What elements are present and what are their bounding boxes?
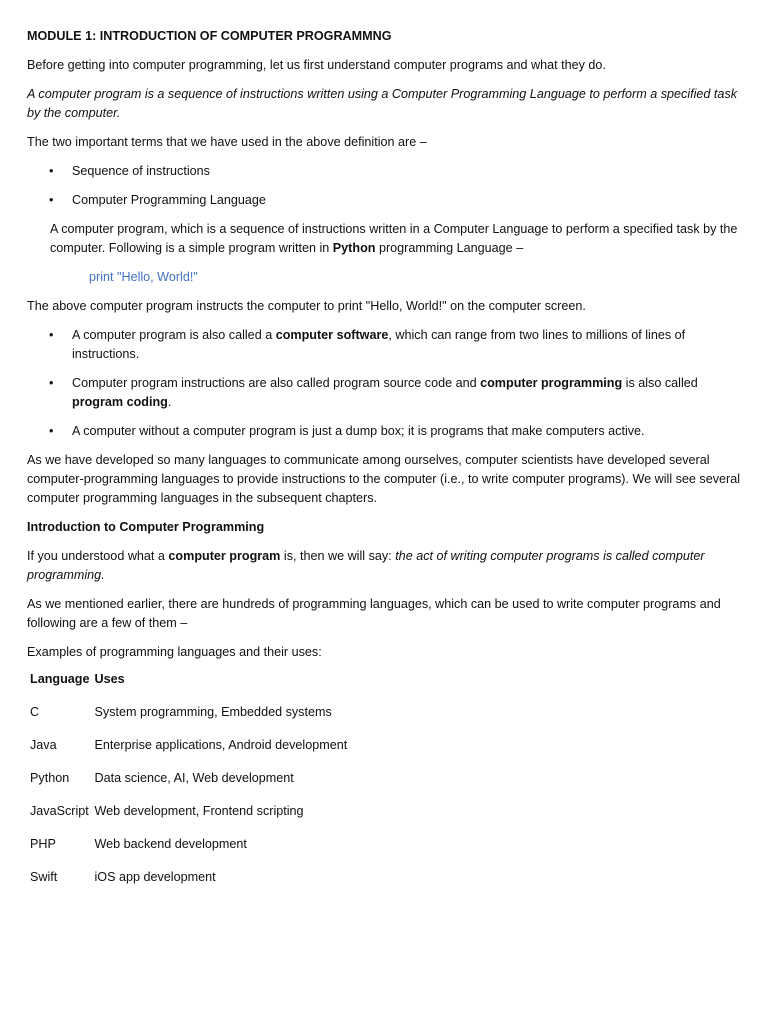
terms-intro: The two important terms that we have used in the above definition are –: [27, 135, 427, 149]
uses-cell: Enterprise applications, Android development: [94, 738, 348, 752]
table-row: [27, 837, 349, 870]
table-row: [27, 870, 349, 903]
code-sample: print "Hello, World!": [89, 270, 198, 284]
uses-cell: System programming, Embedded systems: [94, 705, 332, 719]
bullet-icon: •: [49, 164, 54, 178]
code-explanation: The above computer program instructs the computer to print "Hello, World!" on the computer screen.: [27, 299, 586, 313]
table-row: [27, 804, 349, 837]
list-item: • Sequence of instructions: [27, 162, 743, 181]
section-heading: Introduction to Computer Programming: [27, 520, 265, 534]
facts-list: [27, 326, 743, 441]
document-page: [27, 27, 743, 903]
languages-table: [27, 672, 349, 903]
list-item: • Computer Programming Language: [27, 191, 743, 210]
list-item: • A computer program is also called a computer software, which can range from two lines to millions of lines of instructions.: [49, 328, 686, 361]
examples-heading: Examples of programming languages and their uses:: [27, 645, 322, 659]
uses-cell: iOS app development: [94, 870, 216, 884]
uses-cell: Web development, Frontend scripting: [94, 804, 304, 818]
table-row: [27, 771, 349, 804]
languages-paragraph: As we have developed so many languages to communicate among ourselves, computer scientists have developed several computer-programming languages to provide instructions to the computer (i.e., to write computer programs). We will see several computer programming languages in the subsequent chapters.: [27, 453, 741, 505]
terms-list: [27, 162, 743, 210]
table-row: [27, 705, 349, 738]
bullet-icon: •: [49, 328, 54, 342]
uses-cell: Data science, AI, Web development: [94, 771, 294, 785]
list-item: • A computer without a computer program is just a dump box; it is programs that make computers active.: [27, 422, 743, 441]
language-cell: Python: [30, 771, 70, 785]
understood-paragraph: If you understood what a computer program is, then we will say: the act of writing computer programs is called computer programming.: [27, 549, 705, 582]
bullet-icon: •: [49, 193, 54, 207]
bullet-icon: •: [49, 376, 54, 390]
language-cell: Swift: [30, 870, 58, 884]
table-row: [27, 738, 349, 771]
module-title: MODULE 1: INTRODUCTION OF COMPUTER PROGRAMMNG: [27, 29, 392, 43]
list-item: • Computer program instructions are also called program source code and computer programming is also called program coding.: [49, 376, 698, 409]
bullet-icon: •: [49, 424, 54, 438]
language-cell: JavaScript: [30, 804, 89, 818]
intro-paragraph: Before getting into computer programming, let us first understand computer programs and what they do.: [27, 58, 606, 72]
language-cell: Java: [30, 738, 57, 752]
language-cell: PHP: [30, 837, 56, 851]
program-paragraph: A computer program, which is a sequence of instructions written in a Computer Language to perform a specified task by the computer. Following is a simple program written in Python programming Language –: [50, 222, 738, 255]
column-header: Language: [30, 672, 90, 686]
table-header-row: [27, 672, 349, 705]
uses-cell: Web backend development: [94, 837, 247, 851]
mentioned-paragraph: As we mentioned earlier, there are hundreds of programming languages, which can be used to write computer programs and following are a few of them –: [27, 597, 721, 630]
column-header: Uses: [94, 672, 125, 686]
language-cell: C: [30, 705, 40, 719]
definition-paragraph: A computer program is a sequence of instructions written using a Computer Programming Language to perform a specified task by the computer.: [27, 87, 738, 120]
